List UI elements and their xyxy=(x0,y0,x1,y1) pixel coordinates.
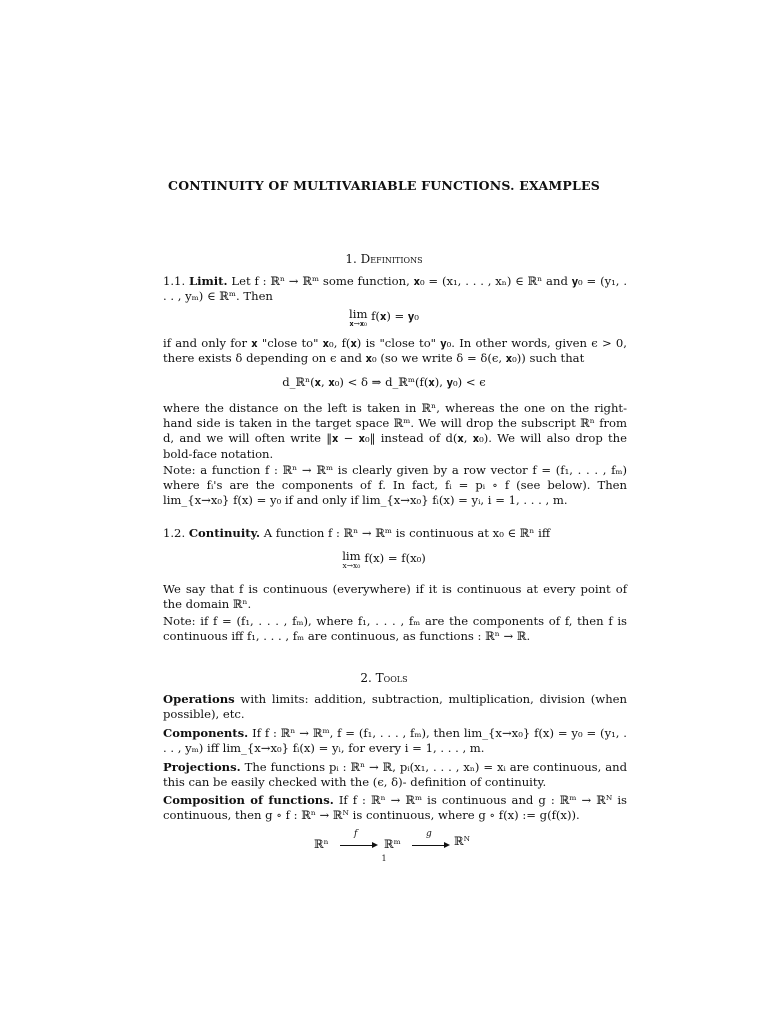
display-continuity-limit xyxy=(0,551,768,570)
continuity-num: 1.2. xyxy=(163,526,186,540)
limit-text: Let f : ℝⁿ → ℝᵐ some function, 𝐱₀ = (x₁, . . . , xₙ) ∈ ℝⁿ and 𝐲₀ = (y₁, . . . , yₘ) ∈ ℝᵐ. Then xyxy=(163,274,627,304)
composition-label: Composition of functions. xyxy=(163,793,334,807)
projections-label: Projections. xyxy=(163,760,241,774)
operations-text: with limits: addition, subtraction, multiplication, division (when possible), etc. xyxy=(163,692,628,722)
paragraph-projections xyxy=(163,760,627,790)
continuity-text: A function f : ℝⁿ → ℝᵐ is continuous at x₀ ∈ ℝⁿ iff xyxy=(263,526,551,540)
section-heading-tools: 2. Tools xyxy=(360,671,408,685)
composition-text: If f : ℝⁿ → ℝᵐ is continuous and g : ℝᵐ → ℝᴺ is continuous, then g ∘ f : ℝⁿ → ℝᴺ is continuous, where g ∘ f(x) := g(f(x)). xyxy=(163,793,627,823)
limit-operator: lim x→x₀ xyxy=(342,549,361,570)
document-title: CONTINUITY OF MULTIVARIABLE FUNCTIONS. EXAMPLES xyxy=(168,178,600,193)
display-limit-bold xyxy=(0,309,768,328)
display-epsilon-delta: d_ℝⁿ(𝐱, 𝐱₀) < δ ⇒ d_ℝᵐ(f(𝐱), 𝐲₀) < ϵ xyxy=(282,375,486,389)
arrowhead-f xyxy=(372,842,378,848)
paragraph-distance: where the distance on the left is taken in ℝⁿ, whereas the one on the right-hand side is taken in the target space ℝᵐ. We will drop the subscript ℝⁿ from d, and we will often write ‖𝐱 − 𝐱₀‖ instead of d(𝐱, 𝐱₀). We will also drop the bold-face notation. xyxy=(163,401,627,461)
paragraph-note-components: Note: a function f : ℝⁿ → ℝᵐ is clearly given by a row vector f = (f₁, . . . , fₘ) where fᵢ's are the components of f. In fact, fᵢ = pᵢ ∘ f (see below). Then lim_{x→x₀} f(x) = y₀ if and only if lim_{x→x₀} fᵢ(x) = yᵢ, i = 1, . . . , m. xyxy=(163,463,627,508)
target-space: ℝᴺ xyxy=(454,834,471,848)
page-number: 1 xyxy=(381,854,387,863)
paragraph-close-to: if and only for 𝐱 "close to" 𝐱₀, f(𝐱) is "close to" 𝐲₀. In other words, given ϵ > 0, there exists δ depending on ϵ and 𝐱₀ (so we write δ = δ(ϵ, 𝐱₀)) such that xyxy=(163,336,627,366)
arrow-label-f: f xyxy=(354,829,358,839)
limit-label: Limit. xyxy=(188,274,228,288)
composition-diagram xyxy=(300,831,500,853)
operations-label: Operations xyxy=(163,692,235,706)
domain-space: ℝⁿ xyxy=(314,837,329,851)
projections-text: The functions pᵢ : ℝⁿ → ℝ, pᵢ(x₁, . . . , xₙ) = xᵢ are continuous, and this can be easily checked with the (ϵ, δ)- definition of continuity. xyxy=(163,760,628,790)
paragraph-components xyxy=(163,726,627,756)
paragraph-continuity xyxy=(163,526,627,541)
limit-label-num: 1.1. xyxy=(163,274,189,288)
limit-expression: f(x) = f(x₀) xyxy=(364,551,426,565)
components-text: If f : ℝⁿ → ℝᵐ, f = (f₁, . . . , fₘ), then lim_{x→x₀} f(x) = y₀ = (y₁, . . . , yₘ) iff lim_{x→x₀} fᵢ(x) = yᵢ, for every i = 1, . . . , m. xyxy=(163,726,627,756)
paragraph-everywhere: We say that f is continuous (everywhere) if it is continuous at every point of the domain ℝⁿ. xyxy=(163,582,627,612)
arrowhead-g xyxy=(444,842,450,848)
section-heading-definitions: 1. Definitions xyxy=(345,252,423,266)
paragraph-note-continuous: Note: if f = (f₁, . . . , fₘ), where f₁, . . . , fₘ are the components of f, then f is continuous iff f₁, . . . , fₘ are continuous, as functions : ℝⁿ → ℝ. xyxy=(163,614,627,644)
arrow-label-g: g xyxy=(426,829,432,839)
middle-space: ℝᵐ xyxy=(384,837,401,851)
components-label: Components. xyxy=(163,726,249,740)
arrow-g xyxy=(412,845,446,846)
limit-operator: lim 𝐱→𝐱₀ xyxy=(349,307,368,328)
paragraph-composition xyxy=(163,793,627,823)
limit-expression: f(𝐱) = 𝐲₀ xyxy=(371,309,419,323)
continuity-label: Continuity. xyxy=(188,526,261,540)
paragraph-operations xyxy=(163,692,627,722)
paragraph-limit xyxy=(163,274,627,304)
arrow-f xyxy=(340,845,374,846)
